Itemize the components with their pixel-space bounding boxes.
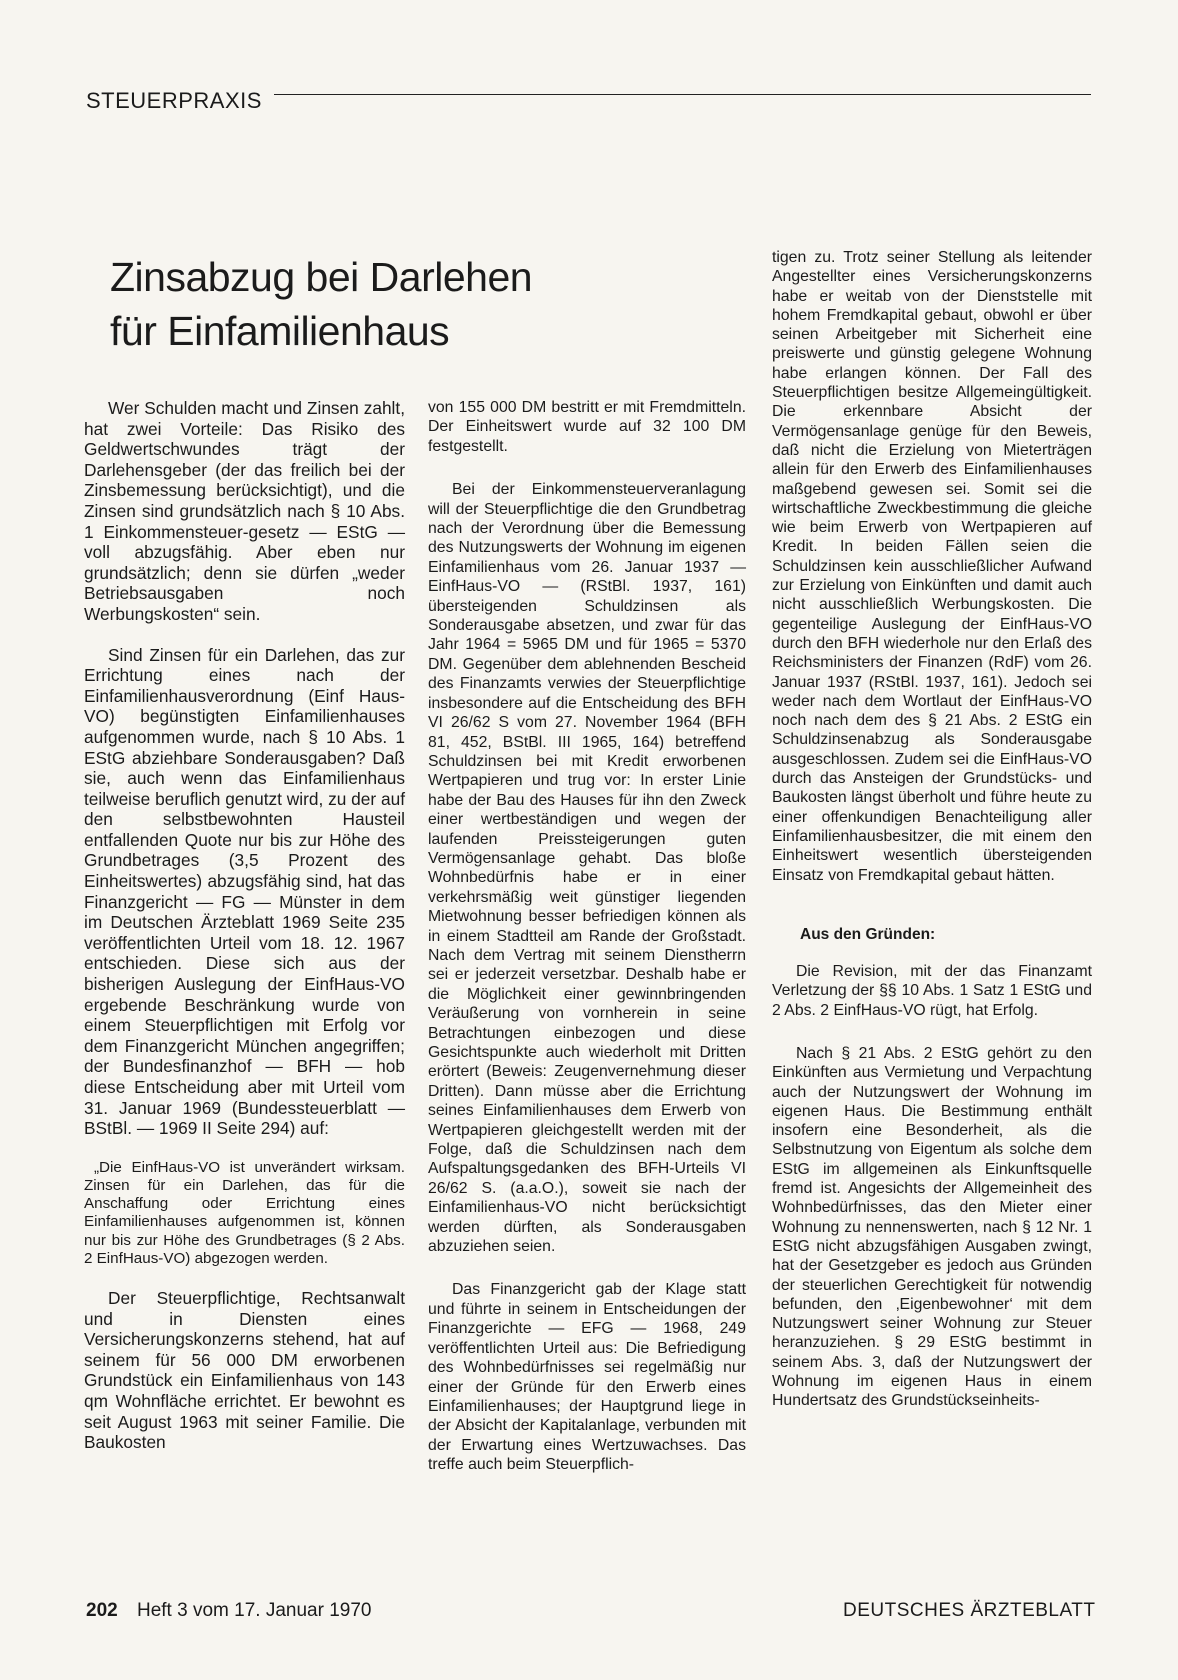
page-number: 202 [86,1600,118,1621]
page-header [86,88,1091,118]
paragraph: Bei der Einkommensteuerveranlagung will der Steuerpflichtige die den Grundbetrag nach der Verordnung über die Bemessung des Nutzungswerts der Wohnung im eigenen Einfamilienhaus vom 26. Januar 1937 — EinfHaus-VO — (RStBl. 1937, 161) übersteigenden Schuldzinsen als Sonderausgabe absetzen, und zwar für das Jahr 1964 = 5965 DM und für 1965 = 5370 DM. Gegenüber dem ablehnenden Bescheid des Finanzamts verwies der Steuerpflichtige insbesondere auf die Entscheidung des BFH VI 26/62 S vom 27. November 1964 (BFH 81, 452, BStBl. III 1965, 164) betreffend Schuldzinsen bei mit Kredit erworbenen Wertpapieren und trug vor: In erster Linie habe der Bau des Hauses für ihn den Zweck einer wertbeständigen und wegen der laufenden Preissteigerungen guten Vermögensanlage gehabt. Das bloße Wohnbedürfnis habe er in einer verkehrsmäßig weit günstiger liegenden Mietwohnung besser befriedigen können als in einem Stadtteil am Rande der Großstadt. Nach dem Vertrag mit seinem Dienstherrn sei er jederzeit versetzbar. Deshalb habe er die Möglichkeit einer gewinnbringenden Veräußerung von vornherein in seine Betrachtungen einbezogen und diese Gesichtspunkte auch wiederholt mit Dritten erörtert (Beweis: Zeugenvernehmung dieser Dritten). Dann müsse aber die Errichtung seines Einfamilienhauses dem Erwerb von Wertpapieren gleichgestellt werden mit der Folge, daß die Schuldzinsen nach dem Aufspaltungsgedanken des BFH-Urteils VI 26/62 S. (a.a.O.), soweit sie nach der Einfamilienhaus-VO nicht berücksichtigt werden dürften, als Sonderausgaben abzuziehen seien. [428,481,746,1256]
paragraph: Das Finanzgericht gab der Klage statt und führte in seinem in Entscheidungen der Finanzgerichte — EFG — 1968, 249 veröffentlichten Urteil aus: Die Befriedigung des Wohnbedürfnisses sei regelmäßig nur einer der Gründe für den Erwerb eines Einfamilienhauses; der Hauptgrund liege in der Absicht der Kapitalanlage, verbunden mit der Erwartung eines Wertzuwachses. Das treffe auch beim Steuerpflich- [428,1281,746,1474]
paragraph: Wer Schulden macht und Zinsen zahlt, hat zwei Vorteile: Das Risiko des Geldwertschwundes trägt der Darlehensgeber (der das freilich bei der Zinsbemessung berücksichtigt), und die Zinsen sind grundsätzlich nach § 10 Abs. 1 Einkommensteuer-gesetz — EStG — voll abzugsfähig. Aber eben nur grundsätzlich; denn sie dürfen „weder Betriebsausgaben noch Werbungskosten“ sein. [84,398,405,624]
subheading: Aus den Gründen: [800,925,936,943]
title-line-2: für Einfamilienhaus [110,308,450,354]
paragraph: tigen zu. Trotz seiner Stellung als leitender Angestellter eines Versicherungskonzerns habe er weitab von der Dienststelle mit hohem Fremdkapital gebaut, obwohl er über seinen Arbeitgeber mit Sicherheit eine preiswerte und günstig gelegene Wohnung habe erlangen können. Der Fall des Steuerpflichtigen besitze Allgemeingültigkeit. Die erkennbare Absicht der Vermögensanlage genüge für den Beweis, daß nicht die Erzielung von Mieterträgen allein für den Erwerb des Einfamilienhauses maßgebend gewesen sei. Somit sei die wirtschaftliche Zweckbestimmung die gleiche wie beim Erwerb von Wertpapieren auf Kredit. In beiden Fällen seien die Schuldzinsen kein ausschließlicher Aufwand zur Erzielung von Einkünften und damit auch nicht ausschließlich Werbungskosten. Die gegenteilige Auslegung der EinfHaus-VO durch den BFH wiederhole nur den Erlaß des Reichsministers der Finanzen (RdF) vom 26. Januar 1937 (RStBl. 1937, 161). Jedoch sei weder nach dem Wortlaut der EinfHaus-VO noch nach dem des § 21 Abs. 2 EStG ein Schuldzinsenabzug als Sonderausgabe ausgeschlossen. Zudem sei die EinfHaus-VO durch das Ansteigen der Grundstücks- und Baukosten längst überholt und führe heute zu einer offenkundigen Benachteiligung aller Einfamilienhausbesitzer, die mit einem den Einheitswert wesentlich übersteigenden Einsatz von Fremdkapital gebaut hätten. [772,249,1092,884]
page-footer-left [86,1600,371,1622]
paragraph: Sind Zinsen für ein Darlehen, das zur Errichtung eines nach der Einfamilienhausverordnung (Einf Haus-VO) begünstigten Einfamilienhauses aufgenommen wurde, nach § 10 Abs. 1 EStG abziehbare Sonderausgaben? Daß sie, auch wenn das Einfamilienhaus teilweise beruflich genutzt wird, zu der auf den selbstbewohnten Hausteil entfallenden Quote nur bis zur Höhe des Grundbetrages (3,5 Prozent des Einheitswertes) abzugsfähig sind, hat das Finanzgericht — FG — Münster in dem im Deutschen Ärzteblatt 1969 Seite 235 veröffentlichten Urteil vom 18. 12. 1967 entschieden. Diese sich aus der bisherigen Auslegung der EinfHaus-VO ergebende Beschränkung wurde von einem Steuerpflichtigen mit Erfolg vor dem Finanzgericht München angegriffen; der Bundesfinanzhof — BFH — hob diese Entscheidung aber mit Urteil vom 31. Januar 1969 (Bundessteuerblatt — BStBl. — 1969 II Seite 294) auf: [84,644,405,1139]
paragraph: Nach § 21 Abs. 2 EStG gehört zu den Einkünften aus Vermietung und Verpachtung auch der Nutzungswert der Wohnung im eigenen Haus. Die Bestimmung enthält insofern eine Besonderheit, als die Selbstnutzung von Eigentum als solche dem EStG im allgemeinen als Einkunftsquelle fremd ist. Angesichts der Allgemeinheit des Wohnbedürfnisses, das den Mieter einer Wohnung zu nennenswerten, nach § 12 Nr. 1 EStG nicht abzugsfähigen Ausgaben zwingt, hat der Gesetzgeber es jedoch aus Gründen der steuerlichen Gerechtigkeit für notwendig befunden, den ‚Eigenbewohner‘ mit dem Nutzungswert seiner Wohnung zur Steuer heranzuziehen. § 29 EStG bestimmt in seinem Abs. 3, daß der Nutzungswert der Wohnung im eigenen Haus in einem Hundertsatz des Grundstückseinheits- [772,1044,1092,1410]
paragraph: Der Steuerpflichtige, Rechtsanwalt und in Diensten eines Versicherungskonzerns stehend, hat auf seinem für 56 000 DM erworbenen Grundstück ein Einfamilienhaus von 143 qm Wohnfläche errichtet. Er bewohnt es seit August 1963 mit seiner Familie. Die Baukosten [84,1288,405,1453]
column-3 [772,248,1092,1435]
quote-paragraph: „Die EinfHaus-VO ist unverändert wirksam. Zinsen für ein Darlehen, das für die Anschaffung oder Errichtung eines Einfamilienhauses aufgenommen ist, können nur bis zur Höhe des Grundbetrages (§ 2 Abs. 2 EinfHaus-VO) abgezogen werden. [84,1158,405,1267]
paragraph: Die Revision, mit der das Finanzamt Verletzung der §§ 10 Abs. 1 Satz 1 EStG und 2 Abs. 2 EinfHaus-VO rügt, hat Erfolg. [772,963,1092,1019]
article-title [110,250,610,358]
issue-info: Heft 3 vom 17. Januar 1970 [136,1600,372,1621]
paragraph: von 155 000 DM bestritt er mit Fremdmitteln. Der Einheitswert wurde auf 32 100 DM festgestellt. [428,399,746,455]
section-label: STEUERPRAXIS [86,88,262,113]
column-1 [84,398,405,1473]
title-line-1: Zinsabzug bei Darlehen [110,254,533,300]
publication-name: DEUTSCHES ÄRZTEBLATT [843,1600,1096,1621]
column-2 [428,398,746,1499]
header-rule [274,94,1091,95]
